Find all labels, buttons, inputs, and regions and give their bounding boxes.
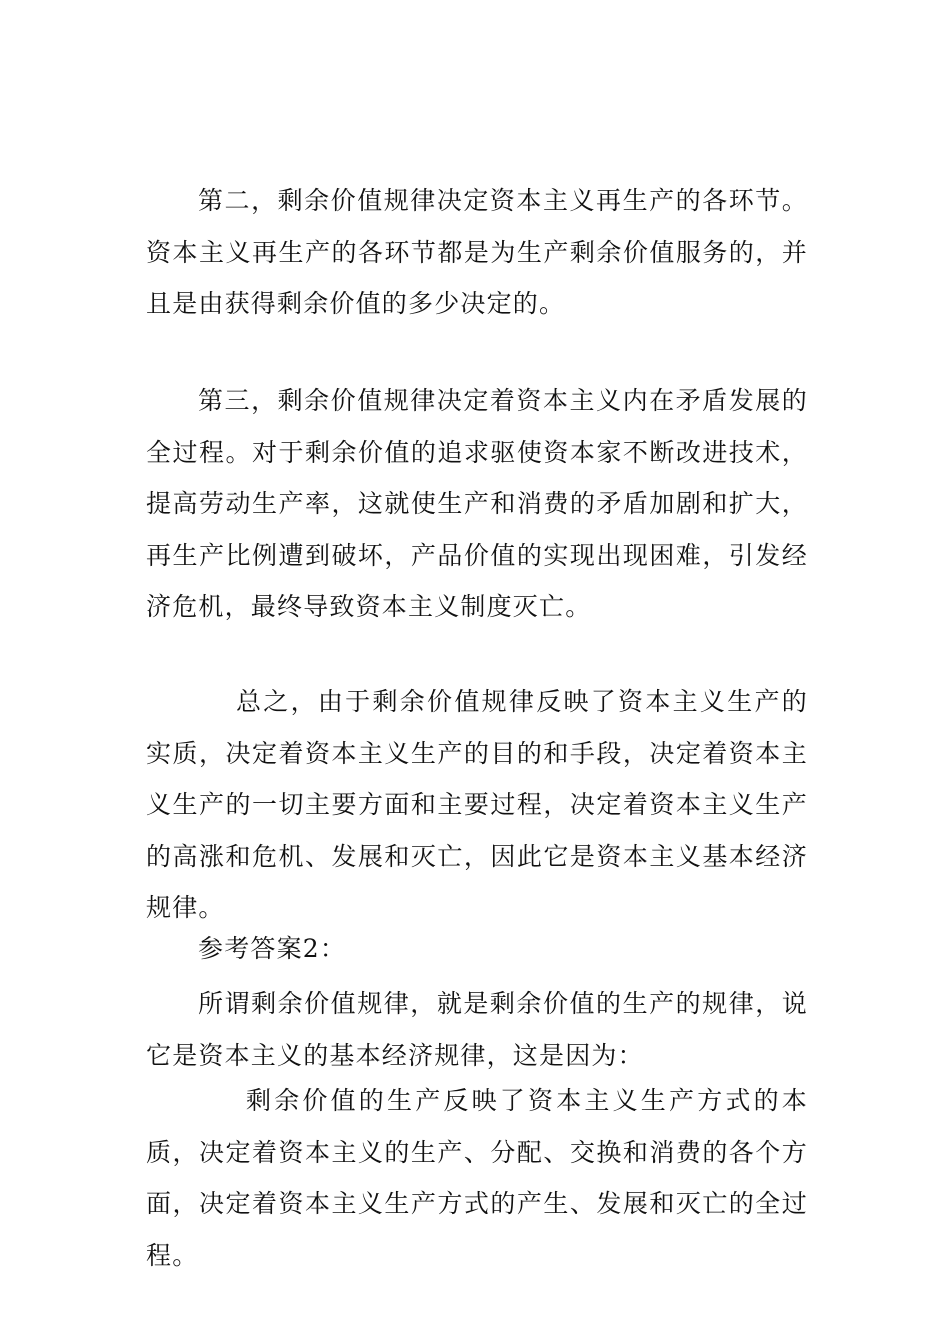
paragraph-definition: 所谓剩余价值规律，就是剩余价值的生产的规律，说它是资本主义的基本经济规律，这是因为：: [146, 989, 808, 1070]
paragraph-summary: 总之，由于剩余价值规律反映了资本主义生产的实质，决定着资本主义生产的目的和手段，决定着资本主义生产的一切主要方面和主要过程，决定着资本主义生产的高涨和危机、发展和灭亡，因此它是资本主义基本经济规律。: [146, 687, 808, 922]
paragraph-second-point: 第二，剩余价值规律决定资本主义再生产的各环节。资本主义再生产的各环节都是为生产剩余价值服务的，并且是由获得剩余价值的多少决定的。: [146, 186, 808, 318]
answer-heading: 参考答案2：: [198, 934, 347, 963]
paragraph-essence: 剩余价值的生产反映了资本主义生产方式的本质，决定着资本主义的生产、分配、交换和消费的各个方面，决定着资本主义生产方式的产生、发展和灭亡的全过程。: [146, 1086, 808, 1270]
paragraph-third-point: 第三，剩余价值规律决定着资本主义内在矛盾发展的全过程。对于剩余价值的追求驱使资本家不断改进技术，提高劳动生产率，这就使生产和消费的矛盾加剧和扩大，再生产比例遭到破坏，产品价值的实现出现困难，引发经济危机，最终导致资本主义制度灭亡。: [146, 386, 808, 621]
